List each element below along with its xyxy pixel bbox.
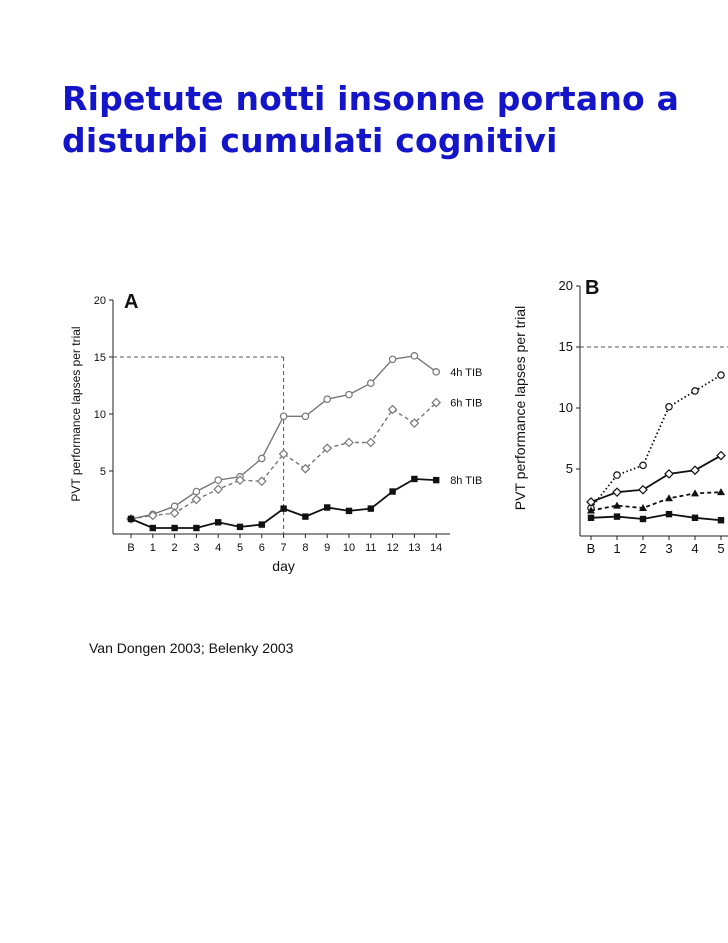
data-point [389,405,397,413]
series-line-3 [591,514,721,520]
data-point [389,488,395,494]
series-line-1 [591,456,721,502]
x-tick-label: 12 [386,542,399,554]
y-tick-label: 15 [93,352,106,364]
x-tick-label: 5 [717,541,725,556]
data-point [665,494,673,501]
data-point [237,524,243,530]
slide-title [62,78,722,162]
data-point [666,404,672,410]
panel-label: A [124,291,139,313]
data-point [215,519,221,525]
data-point [640,516,646,522]
x-tick-label: 6 [258,542,265,554]
data-point [666,511,672,517]
data-point [717,488,725,495]
data-point [717,452,725,460]
x-tick-label: 9 [324,542,331,554]
chart-panel-b [505,270,728,570]
x-tick-label: 1 [149,542,156,554]
data-point [367,439,375,447]
data-point [368,505,374,511]
series-line-0 [591,375,721,508]
data-point [691,466,699,474]
data-point [259,455,265,461]
data-point [193,488,199,494]
data-point [718,372,724,378]
data-point [171,525,177,531]
data-point [215,477,221,483]
data-point [411,476,417,482]
x-tick-label: 4 [215,542,222,554]
data-point [691,489,699,496]
y-axis-label: PVT performance lapses per trial [69,326,83,502]
data-point [411,353,417,359]
x-tick-label: 10 [342,542,356,554]
series-label: 4h TIB [450,366,483,379]
data-point [128,516,134,522]
data-point [613,488,621,496]
data-point [665,470,673,478]
series-label: 6h TIB [450,397,483,410]
data-point [639,486,647,494]
data-point [192,496,200,504]
citation: Van Dongen 2003; Belenky 2003 [89,640,294,656]
y-tick-label: 10 [93,409,106,421]
panel-label: B [585,277,600,299]
data-point [692,515,698,521]
chart-panel-a [60,280,490,580]
data-point [614,513,620,519]
data-point [150,525,156,531]
y-tick-label: 15 [558,339,573,354]
data-point [214,485,222,493]
data-point [614,472,620,478]
y-tick-label: 20 [93,295,106,307]
data-point [280,413,286,419]
x-tick-label: B [586,541,596,556]
title-line-1: Ripetute notti insonne portano a [62,79,680,118]
y-axis-label: PVT performance lapses per trial [512,305,528,511]
x-tick-label: B [127,542,135,554]
series-label: 8h TIB [450,475,483,488]
x-tick-label: 14 [430,542,443,554]
y-tick-label: 20 [558,278,573,293]
x-tick-label: 1 [613,541,621,556]
data-point [368,380,374,386]
x-tick-label: 2 [639,541,647,556]
x-tick-label: 11 [365,542,377,554]
y-tick-label: 5 [565,461,573,476]
data-point [346,391,352,397]
data-point [324,504,330,510]
x-tick-label: 4 [691,541,699,556]
data-point [433,369,439,375]
y-tick-label: 5 [99,466,106,478]
data-point [346,508,352,514]
data-point [259,521,265,527]
data-point [692,388,698,394]
y-tick-label: 10 [558,400,573,415]
data-point [193,525,199,531]
x-tick-label: 7 [280,542,287,554]
data-point [433,477,439,483]
x-tick-label: 8 [302,542,309,554]
data-point [302,513,308,519]
x-tick-label: 3 [193,542,200,554]
data-point [389,356,395,362]
x-tick-label: 2 [171,542,178,554]
x-tick-label: 3 [665,541,673,556]
data-point [171,509,179,517]
data-point [718,517,724,523]
data-point [640,462,646,468]
data-point [345,439,353,447]
data-point [302,413,308,419]
x-axis-label: day [272,558,295,574]
x-tick-label: 13 [408,542,421,554]
data-point [280,505,286,511]
title-line-2: disturbi cumulati cognitivi [62,121,558,160]
data-point [588,515,594,521]
x-tick-label: 5 [236,542,244,554]
data-point [324,396,330,402]
